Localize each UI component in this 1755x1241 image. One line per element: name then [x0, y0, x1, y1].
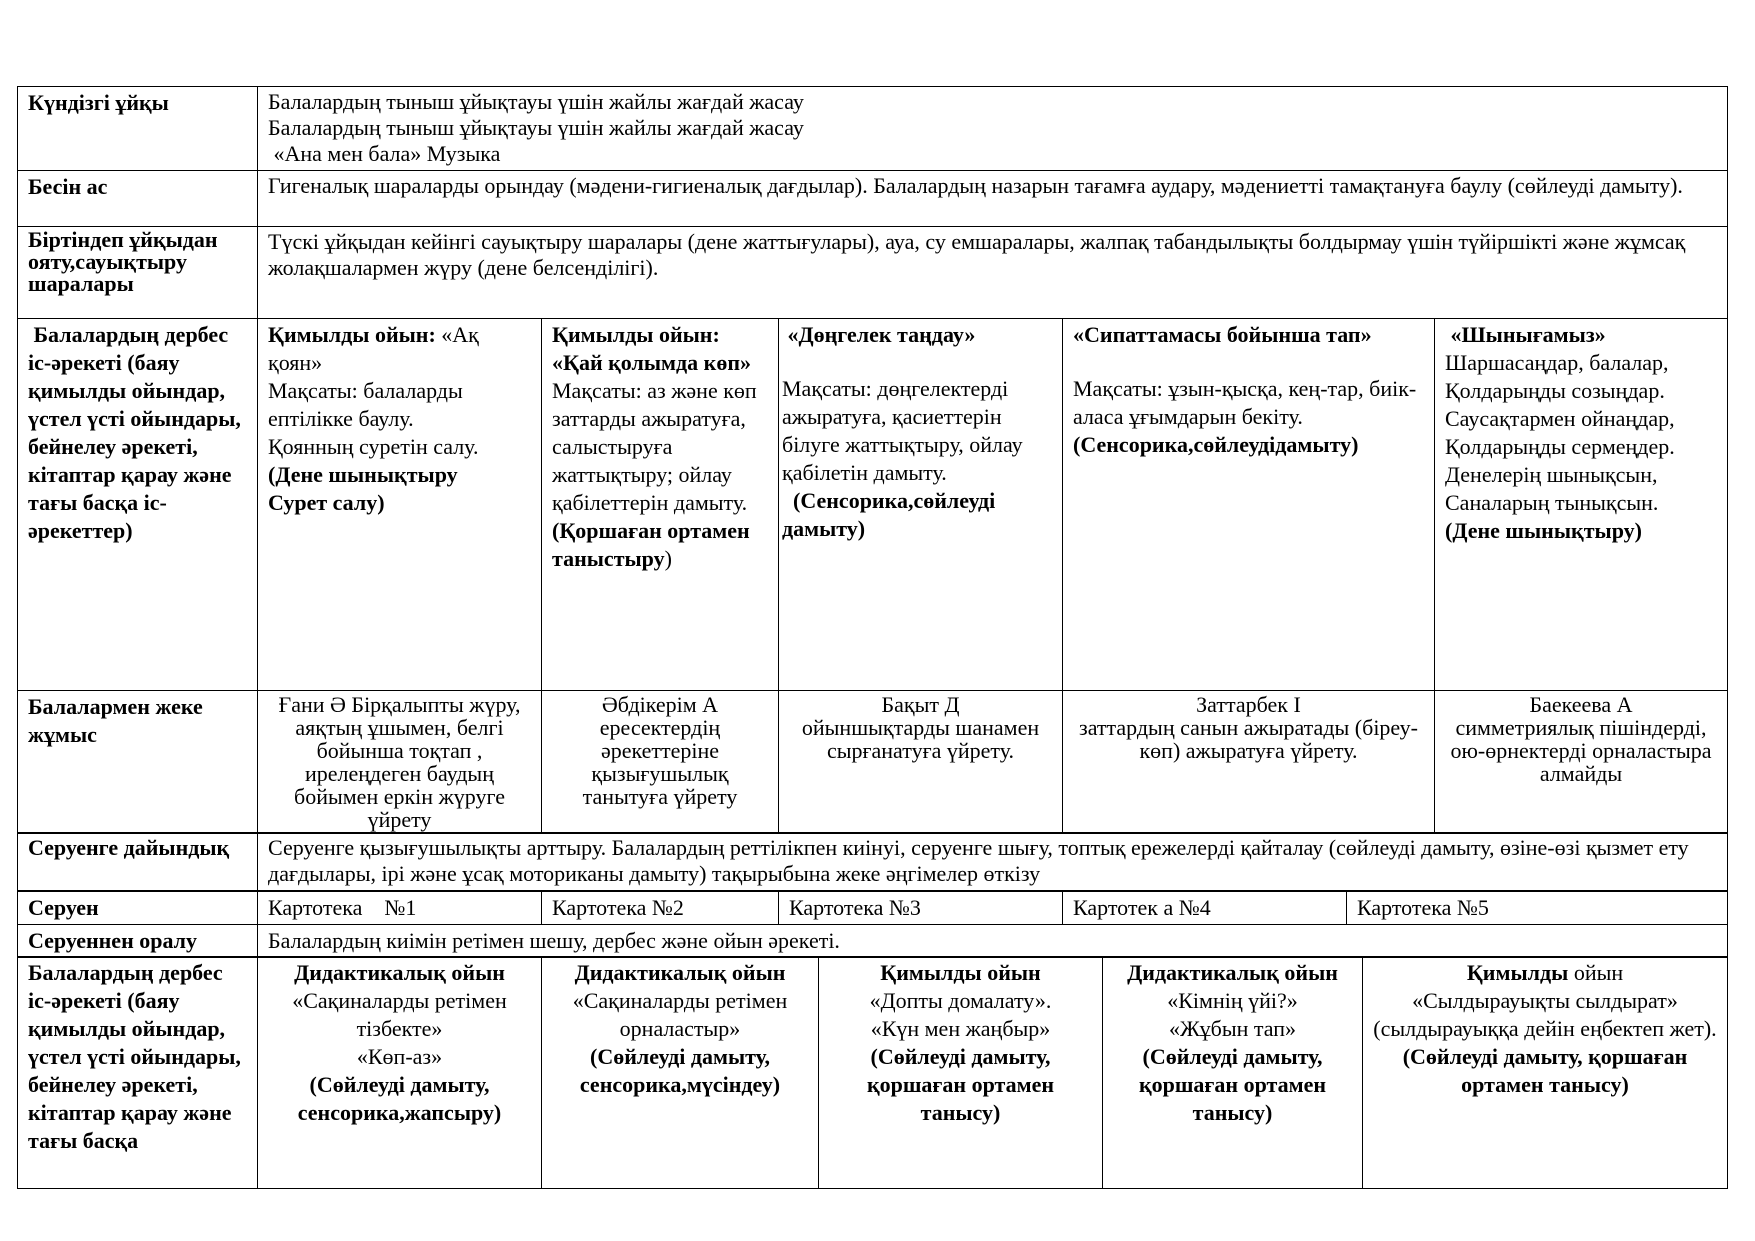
- row-return: [18, 924, 1728, 957]
- activity-tag: (Дене шынықтыру Сурет салу): [268, 461, 458, 515]
- walk-card: Картотека №1: [258, 892, 542, 925]
- row-content: Түскі ұйқыдан кейінгі сауықтыру шаралары (дене жаттығулары), ауа, су емшаралары, жалпақ табандылықты болдырмау үшін түйіршікті және жұмсақ жолақшалармен жүру (дене белсенділігі).: [258, 227, 1728, 319]
- row-label: Бесін ас: [18, 171, 258, 227]
- activity2-body: «Сақиналарды ретімен тізбекте» «Көп-аз»: [292, 988, 507, 1069]
- activity2-body: «Допты домалату». «Күн мен жаңбыр»: [869, 988, 1052, 1041]
- activity2-cell: [819, 957, 1103, 1189]
- activity2-title: Қимылды ойын: [880, 960, 1041, 985]
- activity2-tag: (Сөйлеуді дамыту, сенсорика,жапсыру): [297, 1072, 502, 1125]
- activity-title: «Шынығамыз»: [1445, 321, 1606, 347]
- row-content: Гигеналық шараларды орындау (мәдени-гигиеналық дағдылар). Балалардың назарын тағамға аудару, мәдениетті тамақтануға баулу (сөйлеуді дамыту).: [258, 171, 1728, 227]
- schedule-table-walk: [17, 832, 1728, 891]
- row-walk: [18, 892, 1728, 925]
- row-label: Серуеннен оралу: [18, 924, 258, 957]
- activity-title: Қимылды ойын:: [268, 321, 436, 347]
- activity-cell: [542, 318, 779, 690]
- activity-tag: (Дене шынықтыру): [1445, 517, 1642, 543]
- activity2-cell: [542, 957, 819, 1189]
- row-wake: [18, 227, 1728, 319]
- activity2-title-rest: ойын: [1568, 960, 1624, 985]
- nap-line: Балалардың тыныш ұйықтауы үшін жайлы жағдай жасау: [268, 89, 804, 114]
- activity-title-rest: «Ақ қоян»: [268, 321, 479, 375]
- activity-title: «Сипаттамасы бойынша тап»: [1073, 321, 1372, 347]
- schedule-table-return: [17, 924, 1728, 958]
- activity-title: Қимылды ойын: «Қай қолымда көп»: [552, 321, 751, 375]
- row-snack: [18, 171, 1728, 227]
- individual-cell: Ғани Ә Бірқалыпты жүру, аяқтың ұшымен, белгі бойынша тоқтап , ирелеңдеген баудың бойымен еркін жүруге үйрету: [258, 690, 542, 833]
- row-label: Серуен: [18, 892, 258, 925]
- nap-line: «Ана мен бала» Музыка: [268, 141, 501, 166]
- activity-tag: (Сенсорика,сөйлеудідамыту): [1073, 431, 1359, 457]
- row-activity-2: [18, 957, 1728, 1189]
- activity2-cell: [1363, 957, 1728, 1189]
- row-label: Балалардың дербес іс-әрекеті (баяу қимылды ойындар, үстел үсті ойындары, бейнелеу әрекеті, кітаптар қарау және тағы басқа: [18, 957, 258, 1189]
- individual-cell: Әбдікерім А ересектердің әрекеттеріне қызығушылық танытуға үйрету: [542, 690, 779, 833]
- activity-body: Мақсаты: дөңгелектерді ажыратуға, қасиеттерін білуге жаттықтыру, ойлау қабілетін дамыту.: [782, 375, 1023, 485]
- activity-cell: [779, 318, 1063, 690]
- activity-cell: [258, 318, 542, 690]
- nap-line: Балалардың тыныш ұйықтауы үшін жайлы жағдай жасау: [268, 115, 804, 140]
- individual-cell: Баекеева А симметриялық пішіндерді, ою-өрнектерді орналастыра алмайды: [1435, 690, 1728, 833]
- activity2-tag: (Сөйлеуді дамыту, сенсорика,мүсіндеу): [579, 1044, 781, 1097]
- row-content: [258, 87, 1728, 171]
- activity-cell: [1435, 318, 1728, 690]
- activity2-body: «Сылдырауықты сылдырат» (сылдырауыққа дейін еңбектеп жет).: [1373, 988, 1717, 1041]
- row-activity: [18, 318, 1728, 690]
- walk-card: Картотека №3: [779, 892, 1063, 925]
- activity2-title: Дидактикалық ойын: [574, 960, 786, 985]
- activity2-title: Дидактикалық ойын: [1127, 960, 1338, 985]
- activity-body: Мақсаты: аз және көп заттарды ажыратуға, салыстыруға жаттықтыру; ойлау қабілеттерін дамыту.: [552, 377, 757, 515]
- row-content: Балалардың киімін ретімен шешу, дербес және ойын әрекеті.: [258, 924, 1728, 957]
- walk-card: Картотека №5: [1347, 892, 1728, 925]
- row-label: Балалардың дербес іс-әрекеті (баяу қимылды ойындар, үстел үсті ойындары, бейнелеу әрекеті, кітаптар қарау және тағы басқа іс-әрекеттер): [18, 318, 258, 690]
- row-label: Біртіндеп ұйқыдан ояту,сауықтыру шаралары: [18, 227, 258, 319]
- activity-body: Мақсаты: ұзын-қысқа, кең-тар, биік-аласа ұғымдарын бекіту.: [1073, 375, 1417, 429]
- activity-body: Шаршасаңдар, балалар, Қолдарыңды созыңдар. Саусақтармен ойнаңдар, Қолдарыңды сермеңдер. Денелерің шынықсын, Саналарың тынықсын.: [1445, 349, 1675, 515]
- activity-title: «Дөңгелек таңдау»: [782, 321, 976, 347]
- activity2-body: «Кімнің үйі?» «Жұбын тап»: [1167, 988, 1298, 1041]
- row-prep: [18, 833, 1728, 891]
- activity-tag: (Сенсорика,сөйлеуді дамыту): [782, 487, 1001, 541]
- activity-body: Мақсаты: балаларды ептілікке баулу. Қоянның суретін салу.: [268, 377, 479, 459]
- activity2-tag: (Сөйлеуді дамыту, қоршаған ортамен танысу): [1402, 1044, 1688, 1097]
- activity-cell: [1063, 318, 1435, 690]
- activity2-tag: (Сөйлеуді дамыту, қоршаған ортамен танысу): [1138, 1044, 1327, 1125]
- activity-tag-end: ): [664, 545, 672, 571]
- activity2-title: Қимылды: [1466, 960, 1569, 985]
- activity2-cell: [1103, 957, 1363, 1189]
- row-individual: [18, 690, 1728, 833]
- row-label: Күндізгі ұйқы: [18, 87, 258, 171]
- activity2-tag: (Сөйлеуді дамыту, қоршаған ортамен танысу): [866, 1044, 1055, 1125]
- schedule-table-activity-2: [17, 956, 1728, 1189]
- schedule-page: [17, 86, 1728, 1189]
- schedule-table-top: [17, 86, 1728, 319]
- individual-cell: Заттарбек І заттардың санын ажыратады (біреу-көп) ажыратуға үйрету.: [1063, 690, 1435, 833]
- individual-cell: Бақыт Д ойыншықтарды шанамен сырғанатуға үйрету.: [779, 690, 1063, 833]
- activity2-body: «Сақиналарды ретімен орналастыр»: [572, 988, 788, 1041]
- row-content: Серуенге қызығушылықты арттыру. Балалардың реттілікпен киінуі, серуенге шығу, топтық ережелерді қайталау (сөйлеуді дамыту, өзіне-өзі қызмет ету дағдылары, ірі және ұсақ моториканы дамыту) тақырыбына жеке әңгімелер өткізу: [258, 833, 1728, 891]
- activity2-title: Дидактикалық ойын: [294, 960, 505, 985]
- row-nap: [18, 87, 1728, 171]
- walk-card: Картотек а №4: [1063, 892, 1347, 925]
- schedule-table-walk-cards: [17, 891, 1728, 925]
- activity-tag: (Қоршаған ортамен таныстыру: [552, 517, 750, 571]
- walk-card: Картотека №2: [542, 892, 779, 925]
- activity2-cell: [258, 957, 542, 1189]
- row-label: Балалармен жеке жұмыс: [18, 690, 258, 833]
- schedule-table-activity: [17, 318, 1728, 834]
- row-label: Серуенге дайындық: [18, 833, 258, 891]
